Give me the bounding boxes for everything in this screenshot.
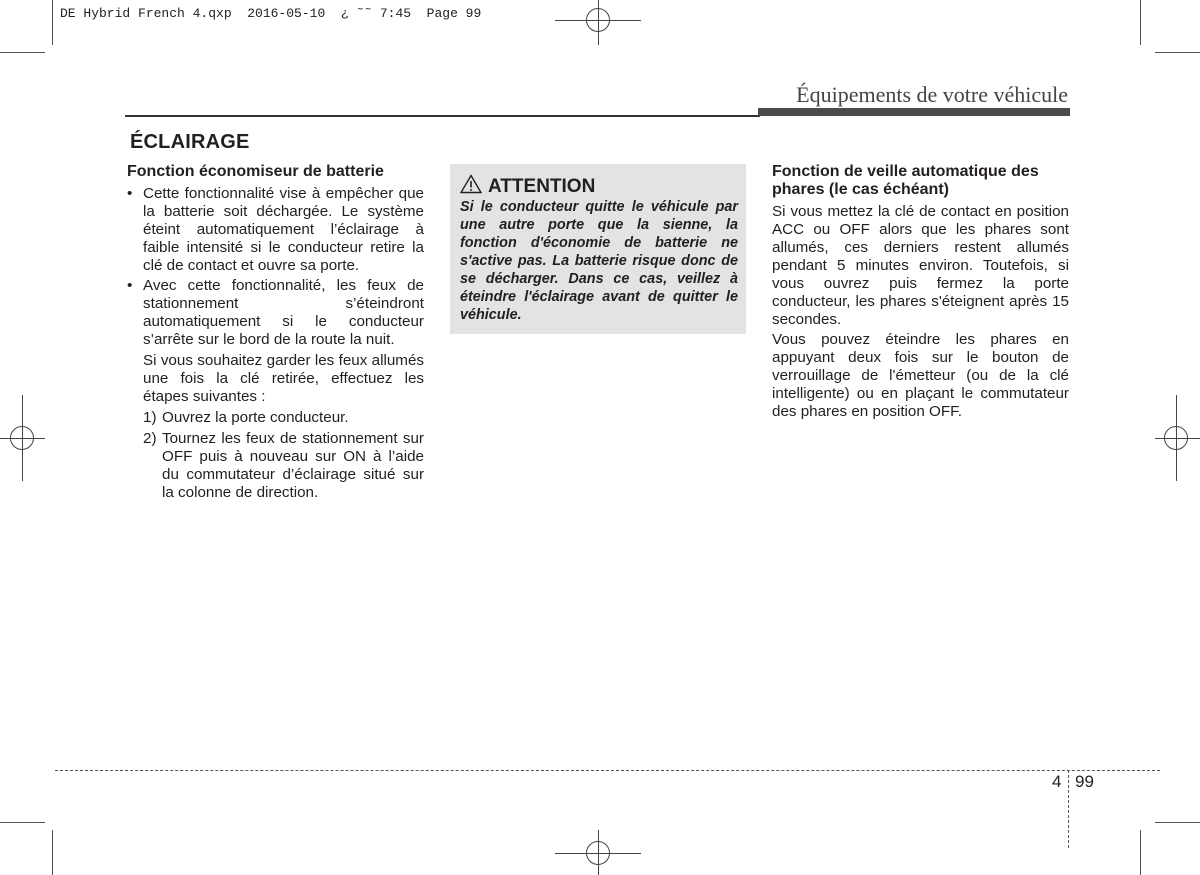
chapter-title: Équipements de votre véhicule — [796, 82, 1068, 107]
column-left — [127, 163, 424, 502]
header-rule-thick — [758, 108, 1070, 116]
warning-header — [460, 174, 595, 200]
paragraph: Vous pouvez éteindre les phares en appuyant deux fois sur le bouton de verrouillage de l'émetteur (ou de la clé intelligente) ou en plaçant le commutateur des phares en position OFF. — [772, 331, 1069, 420]
section-title: ÉCLAIRAGE — [130, 131, 250, 153]
subsection-title: Fonction économiseur de batterie — [127, 163, 384, 180]
paragraph: Si vous souhaitez garder les feux allumés une fois la clé retirée, effectuez les étapes suivantes : — [143, 352, 424, 405]
warning-title: ATTENTION — [488, 176, 596, 197]
column-right — [772, 163, 1069, 421]
page-number: 99 — [1075, 772, 1094, 791]
warning-text: Si le conducteur quitte le véhicule par une autre porte que la sienne, la fonction d'économie de batterie ne s'active pas. La batterie risque donc de se décharger. Dans ce cas, veillez à éteindre l'éclairage avant de quitter le véhicule. — [460, 199, 738, 323]
footer-rule — [55, 770, 1160, 771]
header-rule — [125, 115, 760, 117]
chapter-number: 4 — [1052, 772, 1062, 791]
page-number-separator — [1068, 770, 1069, 848]
step-item: 1) Ouvrez la porte conducteur. — [143, 409, 349, 426]
subsection-title: Fonction de veille automatique des phares (le cas échéant) — [772, 163, 1039, 198]
step-item: 2) Tournez les feux de stationnement sur OFF puis à nouveau sur ON à l’aide du commutateur d’éclairage situé sur la colonne de direction. — [143, 430, 424, 501]
warning-box — [450, 164, 746, 334]
list-item: • Avec cette fonctionnalité, les feux de stationnement s’éteindront automatiquement si le conducteur s’arrête sur le bord de la route la nuit. — [127, 277, 424, 348]
paragraph: Si vous mettez la clé de contact en position ACC ou OFF alors que les phares sont allumés, ces derniers restent allumés pendant 5 minutes environ. Toutefois, si vous ouvrez puis fermez la porte conducteur, les phares s'éteignent après 15 secondes. — [772, 203, 1069, 328]
list-item: • Cette fonctionnalité vise à empêcher que la batterie soit déchargée. Le système éteint automatiquement l’éclairage à faible intensité si le conducteur retire la clé de contact et ouvre sa porte. — [127, 185, 424, 274]
warning-triangle-icon — [460, 174, 482, 200]
print-slug: DE Hybrid French 4.qxp 2016-05-10 ¿ ˜˜ 7:45 Page 99 — [60, 6, 482, 21]
